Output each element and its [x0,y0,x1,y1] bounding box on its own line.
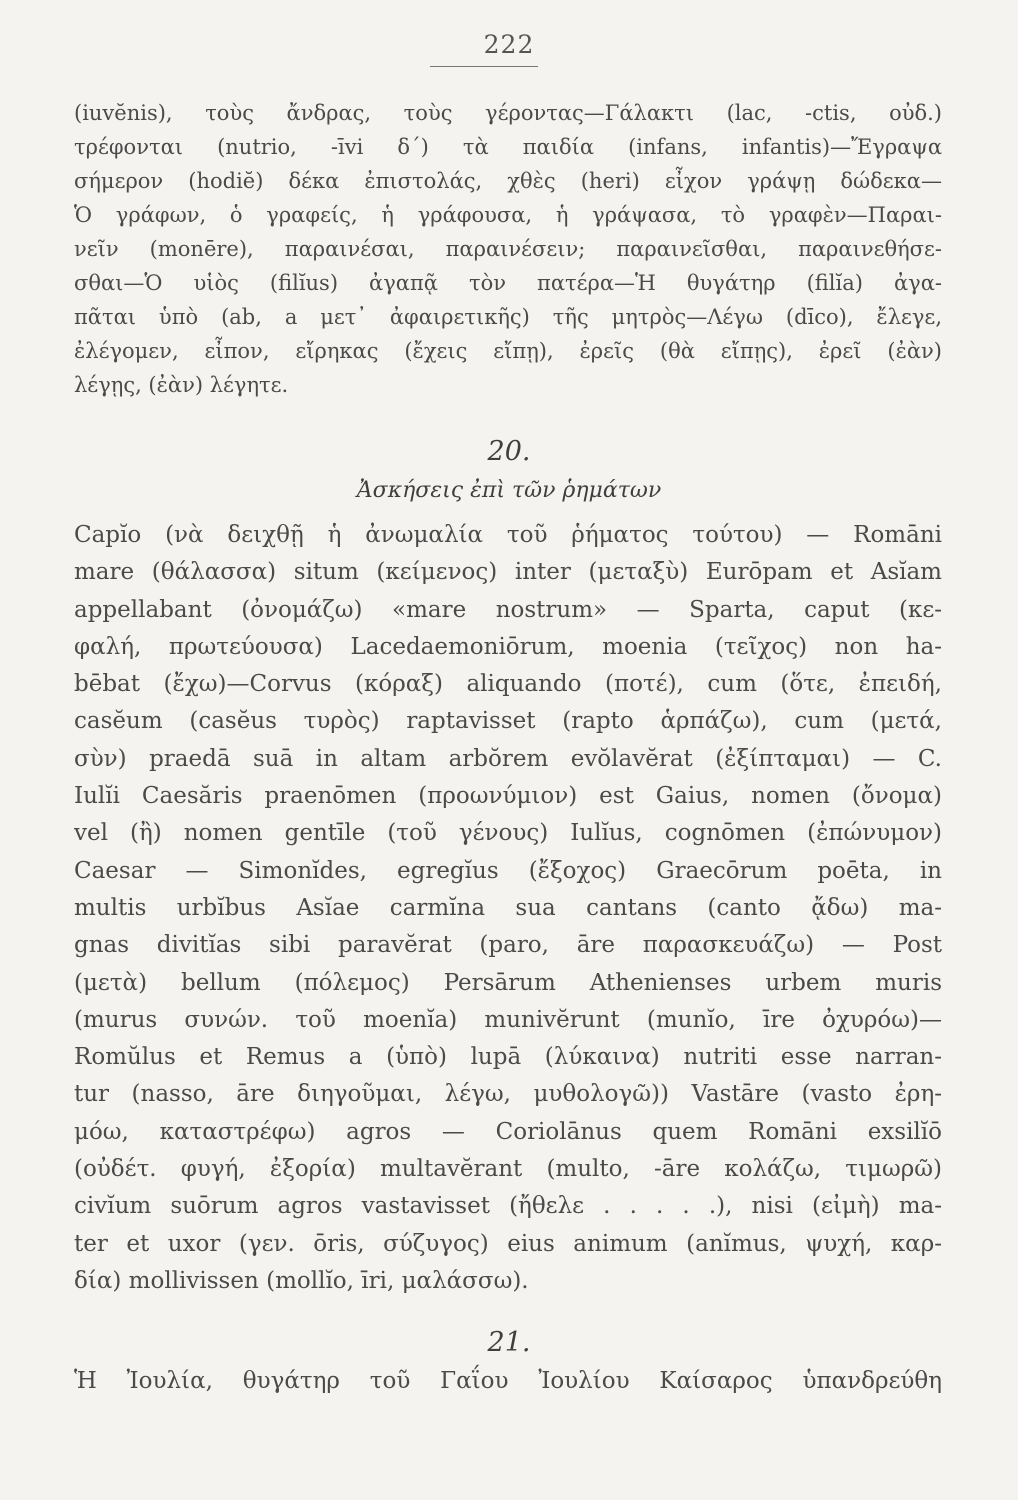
section-20-title: Ἀσκήσεις ἐπὶ τῶν ῥημάτων [356,478,662,503]
text-line: σὺν) praedā suā in altam arbŏrem evŏlavĕrat (ἐξίπταμαι) — C. [74,745,942,772]
text-line: (iuvĕnis), τοὺς ἄνδρας, τοὺς γέροντας—Γάλακτι (lac, -ctis, οὐδ.) [74,101,942,125]
text-line: Ὁ γράφων, ὁ γραφείς, ἡ γράφουσα, ἡ γράψασα, τὸ γραφὲν—Παραι- [74,203,942,227]
text-line: gnas divitĭas sibi paravĕrat (paro, āre παρασκευάζω) — Post [74,932,942,959]
text-line: (οὐδέτ. φυγή, ἐξορία) multavĕrant (multo, -āre κολάζω, τιμωρῶ) [74,1156,942,1183]
text-line: Caesar — Simonĭdes, egregĭus (ἔξοχος) Graecōrum poēta, in [74,857,942,884]
top-paragraph [74,96,942,402]
section-20-paragraph [74,517,942,1300]
page-number-rule [430,66,538,67]
text-line: appellabant (ὀνομάζω) «mare nostrum» — Sparta, caput (κε- [74,596,942,623]
text-line: Capĭo (νὰ δειχθῇ ἡ ἀνωμαλία τοῦ ῥήματος τούτου) — Romāni [74,522,942,548]
text-line: φαλή, πρωτεύουσα) Lacedaemoniōrum, moenia (τεῖχος) non ha- [74,633,942,660]
text-line: μόω, καταστρέφω) agros — Coriolānus quem Romāni exsilĭō [74,1118,942,1145]
section-20-number: 20. [487,436,531,467]
section-21-number: 21. [487,1327,531,1358]
text-line: Romŭlus et Remus a (ὑπὸ) lupā (λύκαινα) nutriti esse narran- [74,1044,942,1071]
text-line: mare (θάλασσα) situm (κείμενος) inter (μεταξὺ) Eurōpam et Asĭam [74,559,942,586]
text-line: τρέφονται (nutrio, -īvi δ΄) τὰ παιδία (infans, infantis)—Ἔγραψα [74,135,942,159]
text-line: (murus συνών. τοῦ moenĭa) munivĕrunt (munĭo, īre ὀχυρόω)— [74,1006,942,1033]
text-line: Iulĭi Caesăris praenōmen (προωνύμιον) est Gaius, nomen (ὄνομα) [74,783,942,810]
text-line: νεῖν (monēre), παραινέσαι, παραινέσειν; παραινεῖσθαι, παραινεθήσε- [74,237,942,261]
text-line: vel (ἢ) nomen gentīle (τοῦ γένους) Iulĭus, cognōmen (ἐπώνυμον) [74,820,942,847]
text-line: bēbat (ἔχω)—Corvus (κόραξ) aliquando (ποτέ), cum (ὅτε, ἐπειδή, [74,671,942,698]
text-line: σθαι—Ὁ υἱὸς (filĭus) ἀγαπᾷ τὸν πατέρα—Ἡ θυγάτηρ (filĭa) ἀγα- [74,271,942,295]
text-line: πᾶται ὑπὸ (ab, a μετ᾽ ἀφαιρετικῆς) τῆς μητρὸς—Λέγω (dīco), ἔλεγε, [74,305,942,329]
text-line: Ἡ Ἰουλία, θυγάτηρ τοῦ Γαΐου Ἰουλίου Καίσαρος ὑπανδρεύθη [74,1368,942,1394]
text-line: tur (nasso, āre διηγοῦμαι, λέγω, μυθολογῶ)) Vastāre (vasto ἐρη- [74,1081,942,1108]
section-21-paragraph [74,1363,942,1400]
text-line: ter et uxor (γεν. ōris, σύζυγος) eius animum (anĭmus, ψυχή, καρ- [74,1230,942,1257]
text-line: civĭum suōrum agros vastavisset (ἤθελε . . . . .), nisi (εἰμὴ) ma- [74,1193,942,1220]
page-number: 222 [483,30,535,59]
text-line: δία) mollivissen (mollĭo, īri, μαλάσσω). [74,1267,529,1294]
text-line: (μετὰ) bellum (πόλεμος) Persārum Athenienses urbem muris [74,969,942,996]
text-line: casĕum (casĕus τυρὸς) raptavisset (rapto ἁρπάζω), cum (μετά, [74,708,942,735]
text-line: ἐλέγομεν, εἶπον, εἴρηκας (ἔχεις εἴπῃ), ἐρεῖς (θὰ εἴπῃς), ἐρεῖ (ἐὰν) [74,339,942,363]
text-line: λέγῃς, (ἐὰν) λέγητε. [74,373,289,397]
text-line: σήμερον (hodiĕ) δέκα ἐπιστολάς, χθὲς (heri) εἶχον γράψῃ δώδεκα— [74,169,942,193]
text-line: multis urbĭbus Asĭae carmĭna sua cantans (canto ᾄδω) ma- [74,894,942,921]
